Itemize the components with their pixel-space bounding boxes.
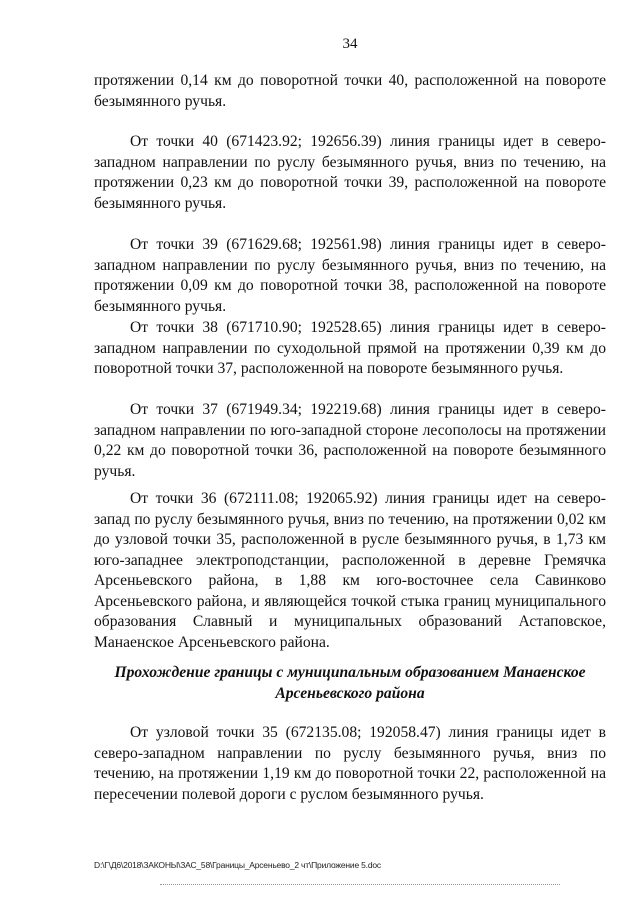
footer-file-path: D:\Г\Д6\2018\ЗАКОНЫ\ЗАС_58\Границы_Арсеньево_2 чт\Приложение 5.doc (94, 860, 381, 870)
paragraph-point-35 (94, 723, 606, 805)
paragraph: От точки 39 (671629.68; 192561.98) линия границы идет в северо-западном направлении по руслу безымянного ручья, вниз по течению, на протяжении 0,09 км до поворотной точки 38, расположенной на повороте безымянного ручья. (94, 236, 606, 315)
paragraph-point-39 (94, 235, 606, 317)
paragraph-point-36 (94, 489, 606, 653)
paragraph: От точки 36 (672111.08; 192065.92) линия границы идет на северо-запад по руслу безымянного ручья, вниз по течению, на протяжении 0,02 км до узловой точки 35, расположенной в русле безымянного ручья, в 1,73 км юго-западнее электроподстанции, расположенной в деревне Гремячка Арсеньевского района, в 1,88 км юго-восточнее села Савинково Арсеньевского района, и являющейся точкой стыка границ муниципального образования Славный и муниципальных образований Астаповское, Манаенское Арсеньевского района. (94, 490, 606, 651)
paragraph: От точки 40 (671423.92; 192656.39) линия границы идет в северо-западном направлении по руслу безымянного ручья, вниз по течению, на протяжении 0,23 км до поворотной точки 39, расположенной на повороте безымянного ручья. (94, 133, 606, 212)
page-number: 34 (342, 36, 358, 52)
paragraph: От точки 37 (671949.34; 192219.68) линия границы идет в северо-западном направлении по юго-западной стороне лесополосы на протяжении 0,22 км до поворотной точки 36, расположенной на повороте безымянного ручья. (94, 401, 606, 480)
paragraph: протяжении 0,14 км до поворотной точки 40, расположенной на повороте безымянного ручья. (94, 72, 606, 110)
paragraph-point-40 (94, 132, 606, 214)
footer-divider (160, 884, 560, 887)
paragraph-point-38 (94, 318, 606, 380)
section-heading: Прохождение границы с муниципальным образованием Манаенское Арсеньевского района (114, 664, 586, 702)
paragraph-point-37 (94, 400, 606, 482)
paragraph: От узловой точки 35 (672135.08; 192058.47) линия границы идет в северо-западном направлении по руслу безымянного ручья, вниз по течению, на протяжении 1,19 км до поворотной точки 22, расположенной на пересечении полевой дороги с руслом безымянного ручья. (94, 724, 606, 803)
paragraph: От точки 38 (671710.90; 192528.65) линия границы идет в северо-западном направлении по суходольной прямой на протяжении 0,39 км до поворотной точки 37, расположенной на повороте безымянного ручья. (94, 319, 606, 377)
paragraph-continuation (94, 71, 606, 112)
